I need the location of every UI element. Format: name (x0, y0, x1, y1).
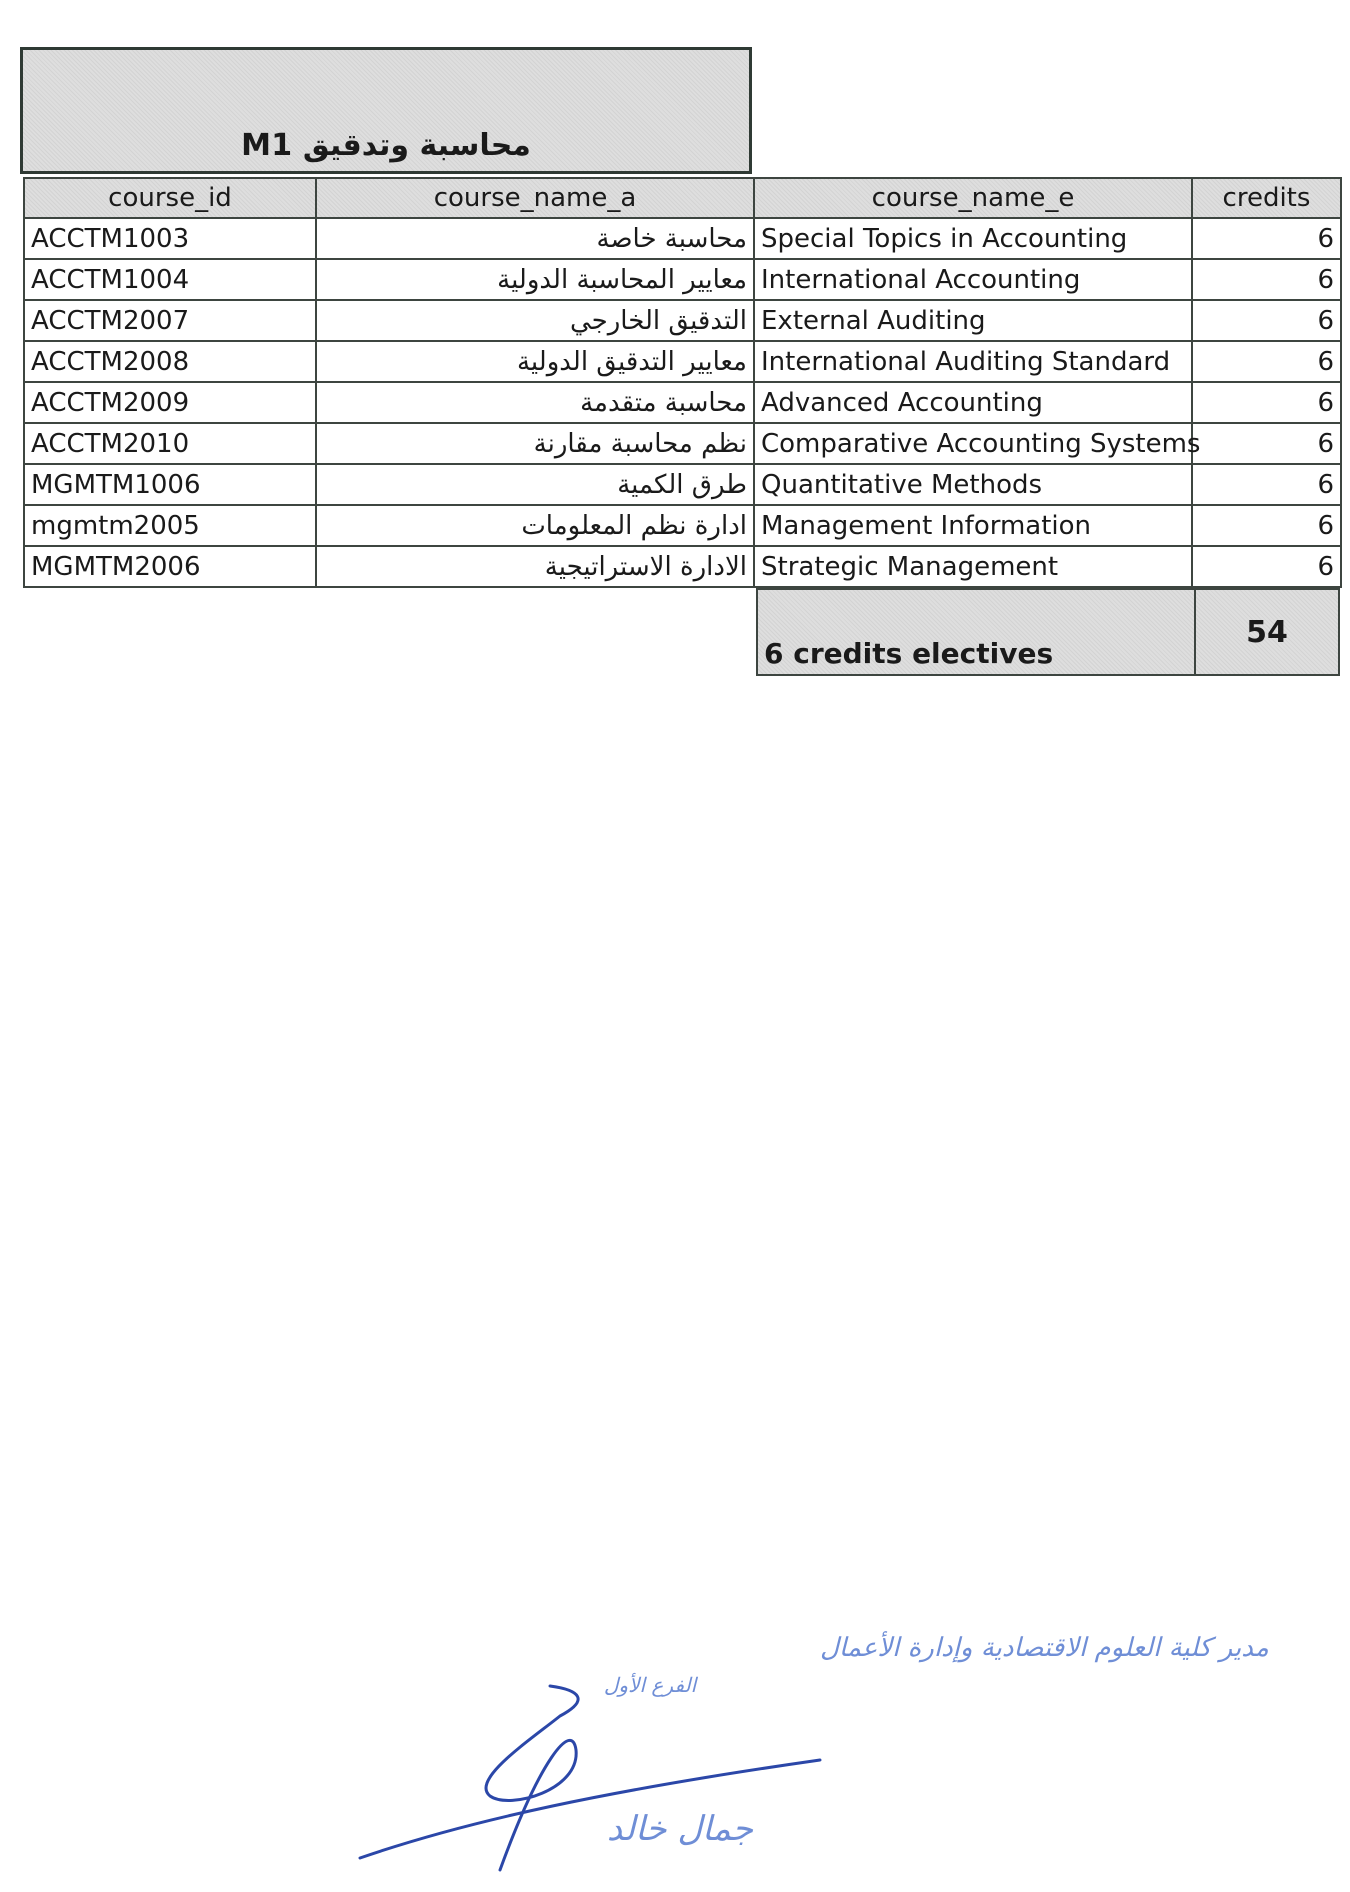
course-name-ar-cell: محاسبة متقدمة (316, 382, 754, 423)
course-id-cell: ACCTM1004 (24, 259, 316, 300)
course-name-en-cell: External Auditing (754, 300, 1192, 341)
table-header-row (24, 178, 1341, 218)
table-row (24, 464, 1341, 505)
course-name-en-cell: Management Information (754, 505, 1192, 546)
course-name-ar-cell: معايير المحاسبة الدولية (316, 259, 754, 300)
table-row (24, 382, 1341, 423)
course-name-en-cell: International Auditing Standard (754, 341, 1192, 382)
credits-cell: 6 (1192, 546, 1341, 587)
course-name-ar-cell: نظم محاسبة مقارنة (316, 423, 754, 464)
credits-cell: 6 (1192, 218, 1341, 259)
credits-cell: 6 (1192, 423, 1341, 464)
course-id-cell: MGMTM2006 (24, 546, 316, 587)
header-course-name-a: course_name_a (316, 178, 754, 218)
table-row (24, 546, 1341, 587)
course-name-ar-cell: محاسبة خاصة (316, 218, 754, 259)
course-id-cell: MGMTM1006 (24, 464, 316, 505)
course-id-cell: ACCTM1003 (24, 218, 316, 259)
course-id-cell: ACCTM2010 (24, 423, 316, 464)
total-credits: 54 (1196, 590, 1338, 674)
table-row (24, 218, 1341, 259)
course-id-cell: mgmtm2005 (24, 505, 316, 546)
electives-note: 6 credits electives (764, 637, 1054, 670)
course-id-cell: ACCTM2008 (24, 341, 316, 382)
credits-cell: 6 (1192, 259, 1341, 300)
credits-cell: 6 (1192, 464, 1341, 505)
header-credits: credits (1192, 178, 1341, 218)
electives-note-cell (758, 590, 1196, 674)
table-row (24, 259, 1341, 300)
course-name-en-cell: Comparative Accounting Systems (754, 423, 1192, 464)
signature-stamp (350, 1620, 1269, 1880)
header-course-id: course_id (24, 178, 316, 218)
table-row (24, 505, 1341, 546)
signatory-name: جمال خالد (606, 1809, 754, 1849)
page-title-box (20, 47, 752, 174)
header-course-name-e: course_name_e (754, 178, 1192, 218)
course-name-ar-cell: التدقيق الخارجي (316, 300, 754, 341)
page-title: محاسبة وتدقيق M1 (241, 128, 531, 163)
course-name-ar-cell: معايير التدقيق الدولية (316, 341, 754, 382)
credits-cell: 6 (1192, 300, 1341, 341)
credits-cell: 6 (1192, 382, 1341, 423)
course-name-en-cell: Special Topics in Accounting (754, 218, 1192, 259)
courses-table (23, 177, 1342, 588)
credits-summary (756, 588, 1340, 676)
credits-cell: 6 (1192, 505, 1341, 546)
course-id-cell: ACCTM2007 (24, 300, 316, 341)
table-row (24, 341, 1341, 382)
stamp-line-1: مدير كلية العلوم الاقتصادية وإدارة الأعمال (820, 1633, 1269, 1663)
stamp-line-2: الفرع الأول (603, 1673, 697, 1697)
signature-scribble (486, 1686, 578, 1870)
course-name-en-cell: Strategic Management (754, 546, 1192, 587)
course-name-en-cell: Advanced Accounting (754, 382, 1192, 423)
course-name-ar-cell: ادارة نظم المعلومات (316, 505, 754, 546)
course-name-en-cell: Quantitative Methods (754, 464, 1192, 505)
table-row (24, 300, 1341, 341)
course-id-cell: ACCTM2009 (24, 382, 316, 423)
credits-cell: 6 (1192, 341, 1341, 382)
course-name-ar-cell: الادارة الاستراتيجية (316, 546, 754, 587)
course-name-en-cell: International Accounting (754, 259, 1192, 300)
table-row (24, 423, 1341, 464)
course-name-ar-cell: طرق الكمية (316, 464, 754, 505)
